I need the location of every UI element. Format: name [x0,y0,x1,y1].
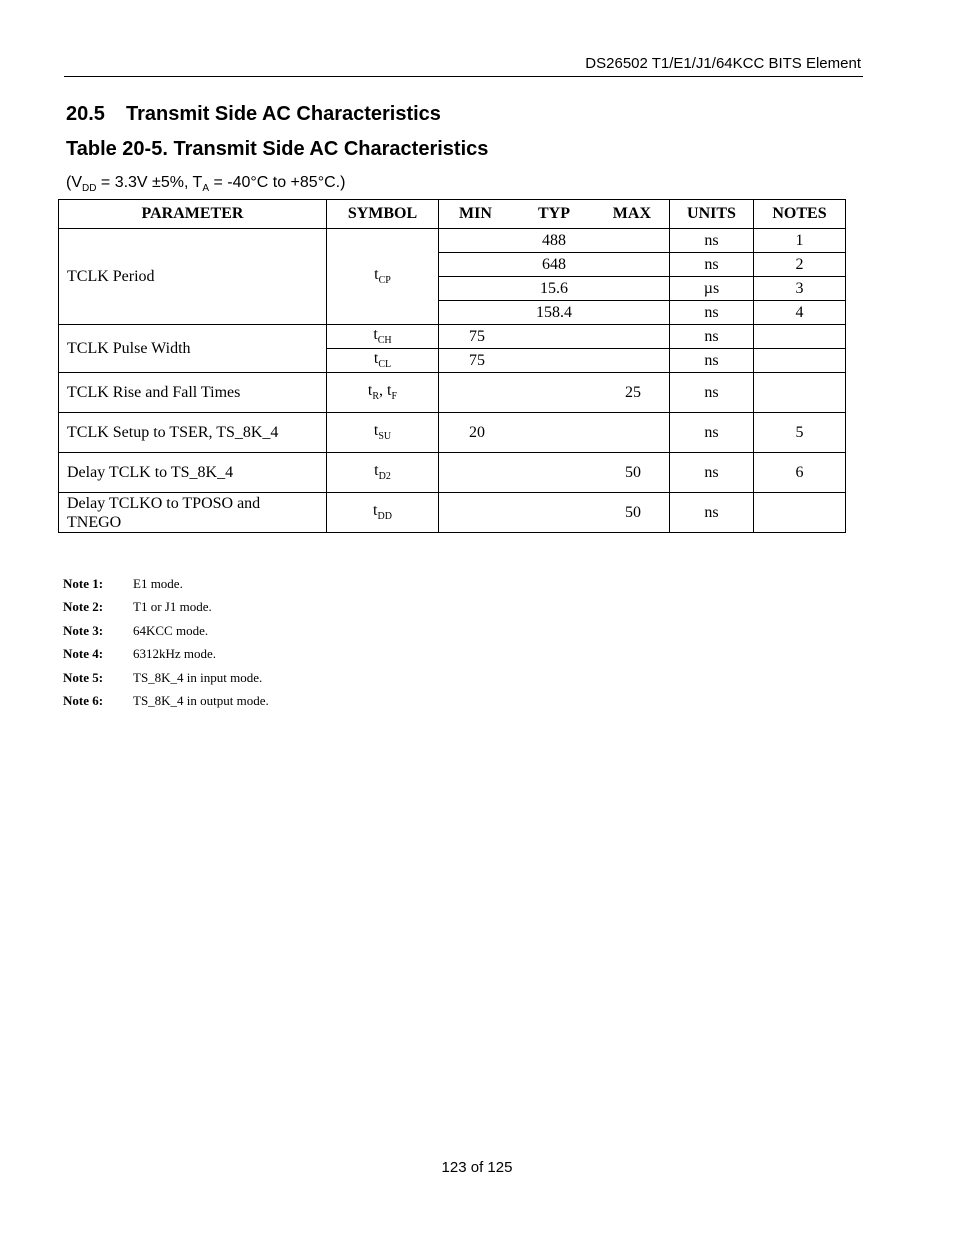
param-line: Delay TCLKO to TPOSO and [67,494,261,512]
max-value: 50 [625,463,641,481]
table-row [59,453,846,493]
units-value: ns [670,493,754,533]
min-typ-max-cell [439,493,670,533]
sym-sub: R [372,391,380,403]
note-label: Note 3: [63,622,104,638]
param-tclk-period: TCLK Period [59,229,327,325]
sym-base: t [374,462,379,480]
sym-sub: CH [377,335,392,347]
cond-suffix: = -40°C to +85°C.) [209,174,346,191]
section-title: Transmit Side AC Characteristics [126,103,441,125]
table-header-row [59,200,846,229]
symbol-tcl [327,349,439,373]
param-tclk-rise-fall: TCLK Rise and Fall Times [59,373,327,413]
notes-list [63,576,269,716]
units-value: ns [670,325,754,349]
cond-mid: = 3.3V ±5%, T [96,174,203,191]
table-title: Table 20-5. Transmit Side AC Characteristics [66,138,489,160]
symbol-tdd [327,493,439,533]
note-item [63,576,269,599]
sym-base: t [373,350,379,368]
sym-base: t [373,502,378,520]
note-text: TS_8K_4 in input mode. [133,669,263,685]
col-max: MAX [612,205,651,222]
sym-sep: , [379,382,388,400]
note-ref: 3 [754,277,846,301]
symbol-tcp [327,229,439,325]
section-heading [66,103,441,126]
max-value: 25 [625,383,641,401]
min-typ-max-cell [439,373,670,413]
section-number: 20.5 [66,103,105,125]
typ-value: 488 [439,229,670,253]
sym-base: t [367,382,373,400]
col-notes: NOTES [754,200,846,229]
col-units: UNITS [670,200,754,229]
cond-sub-a: A [202,183,209,195]
note-ref: 2 [754,253,846,277]
min-typ-max-cell [439,349,670,373]
note-item [63,599,269,622]
note-ref: 5 [754,413,846,453]
document-header: DS26502 T1/E1/J1/64KCC BITS Element [585,55,861,72]
param-tclk-setup: TCLK Setup to TSER, TS_8K_4 [59,413,327,453]
sym-sub: DD [377,511,392,523]
symbol-tr-tf [327,373,439,413]
col-symbol: SYMBOL [327,200,439,229]
units-value: ns [670,229,754,253]
note-label: Note 4: [63,646,104,662]
sym-base: t [373,326,378,344]
note-ref: 6 [754,453,846,493]
symbol-td2 [327,453,439,493]
param-tclk-pulse-width: TCLK Pulse Width [59,325,327,373]
note-ref: 1 [754,229,846,253]
units-value: ns [670,253,754,277]
units-value: ns [670,349,754,373]
param-line: TNEGO [67,513,122,531]
note-text: 64KCC mode. [133,622,209,638]
note-ref [754,373,846,413]
units-value: ns [670,301,754,325]
sym-base: t [374,266,379,284]
table-row [59,325,846,349]
cond-sub-dd: DD [82,183,97,195]
note-ref: 4 [754,301,846,325]
cond-prefix: (V [66,174,82,191]
units-value: µs [670,277,754,301]
sym-sub: CP [378,275,391,287]
table-row [59,413,846,453]
test-conditions [66,174,345,194]
sym-sub: CL [378,359,392,371]
note-label: Note 2: [63,599,104,615]
note-ref [754,325,846,349]
table-row [59,229,846,253]
note-ref [754,493,846,533]
note-text: 6312kHz mode. [133,646,217,662]
min-typ-max-cell [439,413,670,453]
units-value: ns [670,413,754,453]
param-delay-tclko [59,493,327,533]
sym-sub: SU [378,431,392,443]
note-label: Note 1: [63,576,104,591]
units-value: ns [670,453,754,493]
sym-base: t [373,422,379,440]
note-text: T1 or J1 mode. [133,599,212,615]
col-typ: TYP [538,205,570,222]
note-item [63,623,269,646]
note-label: Note 5: [63,669,104,685]
symbol-tsu [327,413,439,453]
min-value: 75 [469,327,485,345]
min-value: 75 [469,351,485,369]
note-text: E1 mode. [133,576,183,591]
typ-value: 648 [439,253,670,277]
page-number: 123 of 125 [441,1159,513,1176]
col-min-typ-max [439,200,670,229]
note-item [63,693,269,716]
ac-characteristics-table [58,199,846,533]
col-min: MIN [459,205,492,222]
min-value: 20 [469,423,485,441]
min-typ-max-cell [439,453,670,493]
table-row [59,373,846,413]
sym-sub: D2 [378,471,391,483]
sym-base: t [387,382,392,400]
note-item [63,646,269,669]
symbol-tch [327,325,439,349]
min-typ-max-cell [439,325,670,349]
note-item [63,670,269,693]
note-label: Note 6: [63,692,104,708]
max-value: 50 [625,503,641,521]
typ-value: 15.6 [439,277,670,301]
note-text: TS_8K_4 in output mode. [133,692,269,708]
sym-sub: F [391,391,398,403]
col-parameter: PARAMETER [59,200,327,229]
units-value: ns [670,373,754,413]
param-delay-tclk: Delay TCLK to TS_8K_4 [59,453,327,493]
header-divider [64,76,863,77]
note-ref [754,349,846,373]
typ-value: 158.4 [439,301,670,325]
table-row [59,493,846,533]
